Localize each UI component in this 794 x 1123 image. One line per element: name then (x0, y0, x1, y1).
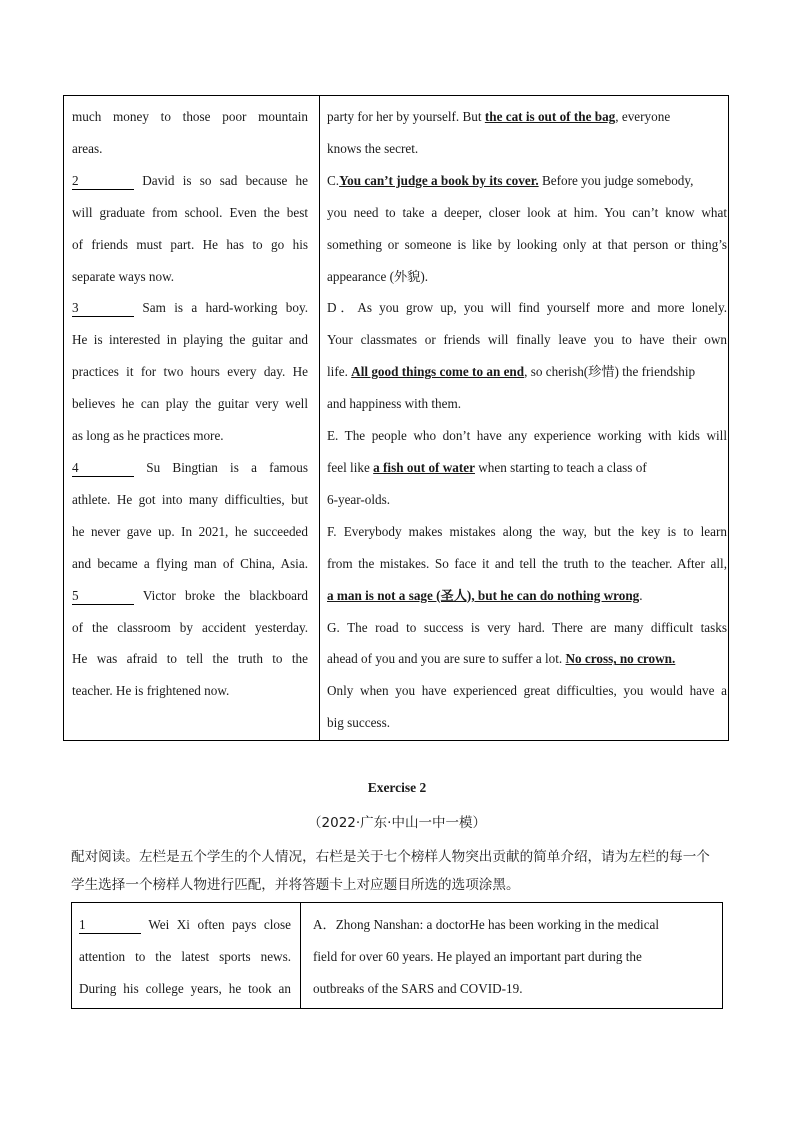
option-e-line: E. The people who don’t have any experience working with kids will (327, 428, 727, 444)
exercise-source: （2022·广东·中山一中一模） (308, 815, 486, 831)
text-line: 6-year-olds. (327, 491, 391, 507)
students-column (79, 909, 291, 1005)
text-line: believes he can play the guitar very well (72, 396, 308, 412)
exercise-instruction: 配对阅读。左栏是五个学生的个人情况，右栏是关于七个榜样人物突出贡献的简单介绍，请为左栏的每一个学生选择一个榜样人物进行匹配，并将答题卡上对应题目所选的选项涂黑。 (71, 849, 710, 893)
text-line: will graduate from school. Even the best (72, 204, 308, 220)
text-line: much money to those poor mountain (72, 109, 308, 124)
idiom-highlight: a man is not a sage (圣人), but he can do nothing wrong (327, 587, 640, 603)
text-line: life. All good things come to an end, so cherish(珍惜) the friendship (327, 364, 696, 380)
text-line: of the classroom by accident yesterday. (72, 619, 308, 635)
student-item-5 (72, 580, 308, 612)
text-line: you need to take a deeper, closer look at him. You can’t know what (327, 204, 727, 220)
text-line: and happiness with them. (327, 396, 462, 412)
text-line: teacher. He is frightened now. (72, 683, 230, 699)
matching-table-2 (71, 902, 723, 1009)
text-line: as long as he practices more. (72, 428, 224, 444)
answer-blank-2[interactable]: 2 (72, 173, 134, 190)
text-line: appearance (外貌). (327, 268, 429, 284)
text-line: knows the secret. (327, 140, 419, 156)
text-line: separate ways now. (72, 268, 175, 284)
idiom-highlight: the cat is out of the bag (484, 109, 616, 124)
idiom-highlight: a fish out of water (373, 459, 475, 475)
option-f-line: F. Everybody makes mistakes along the way, but the key is to learn (327, 523, 727, 539)
text-line: He is interested in playing the guitar and (72, 332, 308, 348)
option-b-line: party for her by yourself. But the cat is out of the bag, everyone (327, 109, 671, 124)
idiom-highlight: You can’t judge a book by its cover. (339, 172, 539, 188)
text-line: He was afraid to tell the truth to the (72, 651, 308, 667)
text: David is so sad because he (142, 172, 308, 188)
text: Victor broke the blackboard (142, 587, 308, 603)
role-models-column (327, 101, 727, 739)
text-line: he never gave up. In 2021, he succeeded (72, 523, 308, 539)
answer-blank-4[interactable]: 4 (72, 460, 134, 477)
text-line: Only when you have experienced great difficulties, you would have a (327, 683, 727, 699)
exercise-title: Exercise 2 (367, 780, 427, 795)
text-line: of friends must part. He has to go his (72, 236, 308, 252)
text-line: outbreaks of the SARS and COVID-19. (313, 980, 523, 996)
option-d-line: D．As you grow up, you will find yourself more and more lonely. (327, 300, 727, 316)
answer-blank-1[interactable]: 1 (79, 917, 141, 934)
answer-blank-5[interactable]: 5 (72, 588, 134, 605)
text-line: Your classmates or friends will finally leave you to have their own (327, 332, 727, 348)
text-line: something or someone is like by looking only at that person or thing’s (327, 236, 727, 252)
student-item-4 (72, 452, 308, 484)
text: Wei Xi often pays close (148, 917, 292, 932)
student-item-3 (72, 292, 308, 324)
student-item-2 (72, 165, 308, 197)
answer-blank-3[interactable]: 3 (72, 300, 134, 317)
text-line: ahead of you and you are sure to suffer a lot. No cross, no crown. (327, 651, 676, 667)
text-line: attention to the latest sports news. (79, 948, 291, 964)
text-line: from the mistakes. So face it and tell the truth to the teacher. After all, (327, 555, 727, 571)
text-line: big success. (327, 715, 390, 731)
student-item-1 (79, 909, 291, 941)
students-column (72, 101, 308, 707)
text-line: field for over 60 years. He played an important part during the (313, 948, 642, 964)
text: Su Bingtian is a famous (146, 459, 308, 475)
text-line: During his college years, he took an (79, 980, 291, 996)
text-line: feel like a fish out of water when starting to teach a class of (327, 459, 647, 475)
matching-table-1 (63, 95, 729, 741)
option-a-line: A．Zhong Nanshan: a doctorHe has been working in the medical (313, 917, 660, 932)
role-models-column (313, 909, 713, 1005)
text-line: a man is not a sage (圣人), but he can do nothing wrong. (327, 587, 643, 603)
text-line: athlete. He got into many difficulties, but (72, 491, 308, 507)
option-g-line: G. The road to success is very hard. There are many difficult tasks (327, 619, 727, 635)
text-line: and became a flying man of China, Asia. (72, 555, 308, 571)
option-c-line: C.You can’t judge a book by its cover. Before you judge somebody, (327, 172, 694, 188)
idiom-highlight: No cross, no crown. (565, 651, 676, 667)
column-divider (319, 96, 320, 740)
text-line: areas. (72, 140, 103, 156)
text: Sam is a hard-working boy. (142, 300, 309, 316)
column-divider (300, 903, 301, 1008)
idiom-highlight: All good things come to an end (351, 364, 525, 380)
text-line: practices it for two hours every day. He (72, 364, 308, 380)
